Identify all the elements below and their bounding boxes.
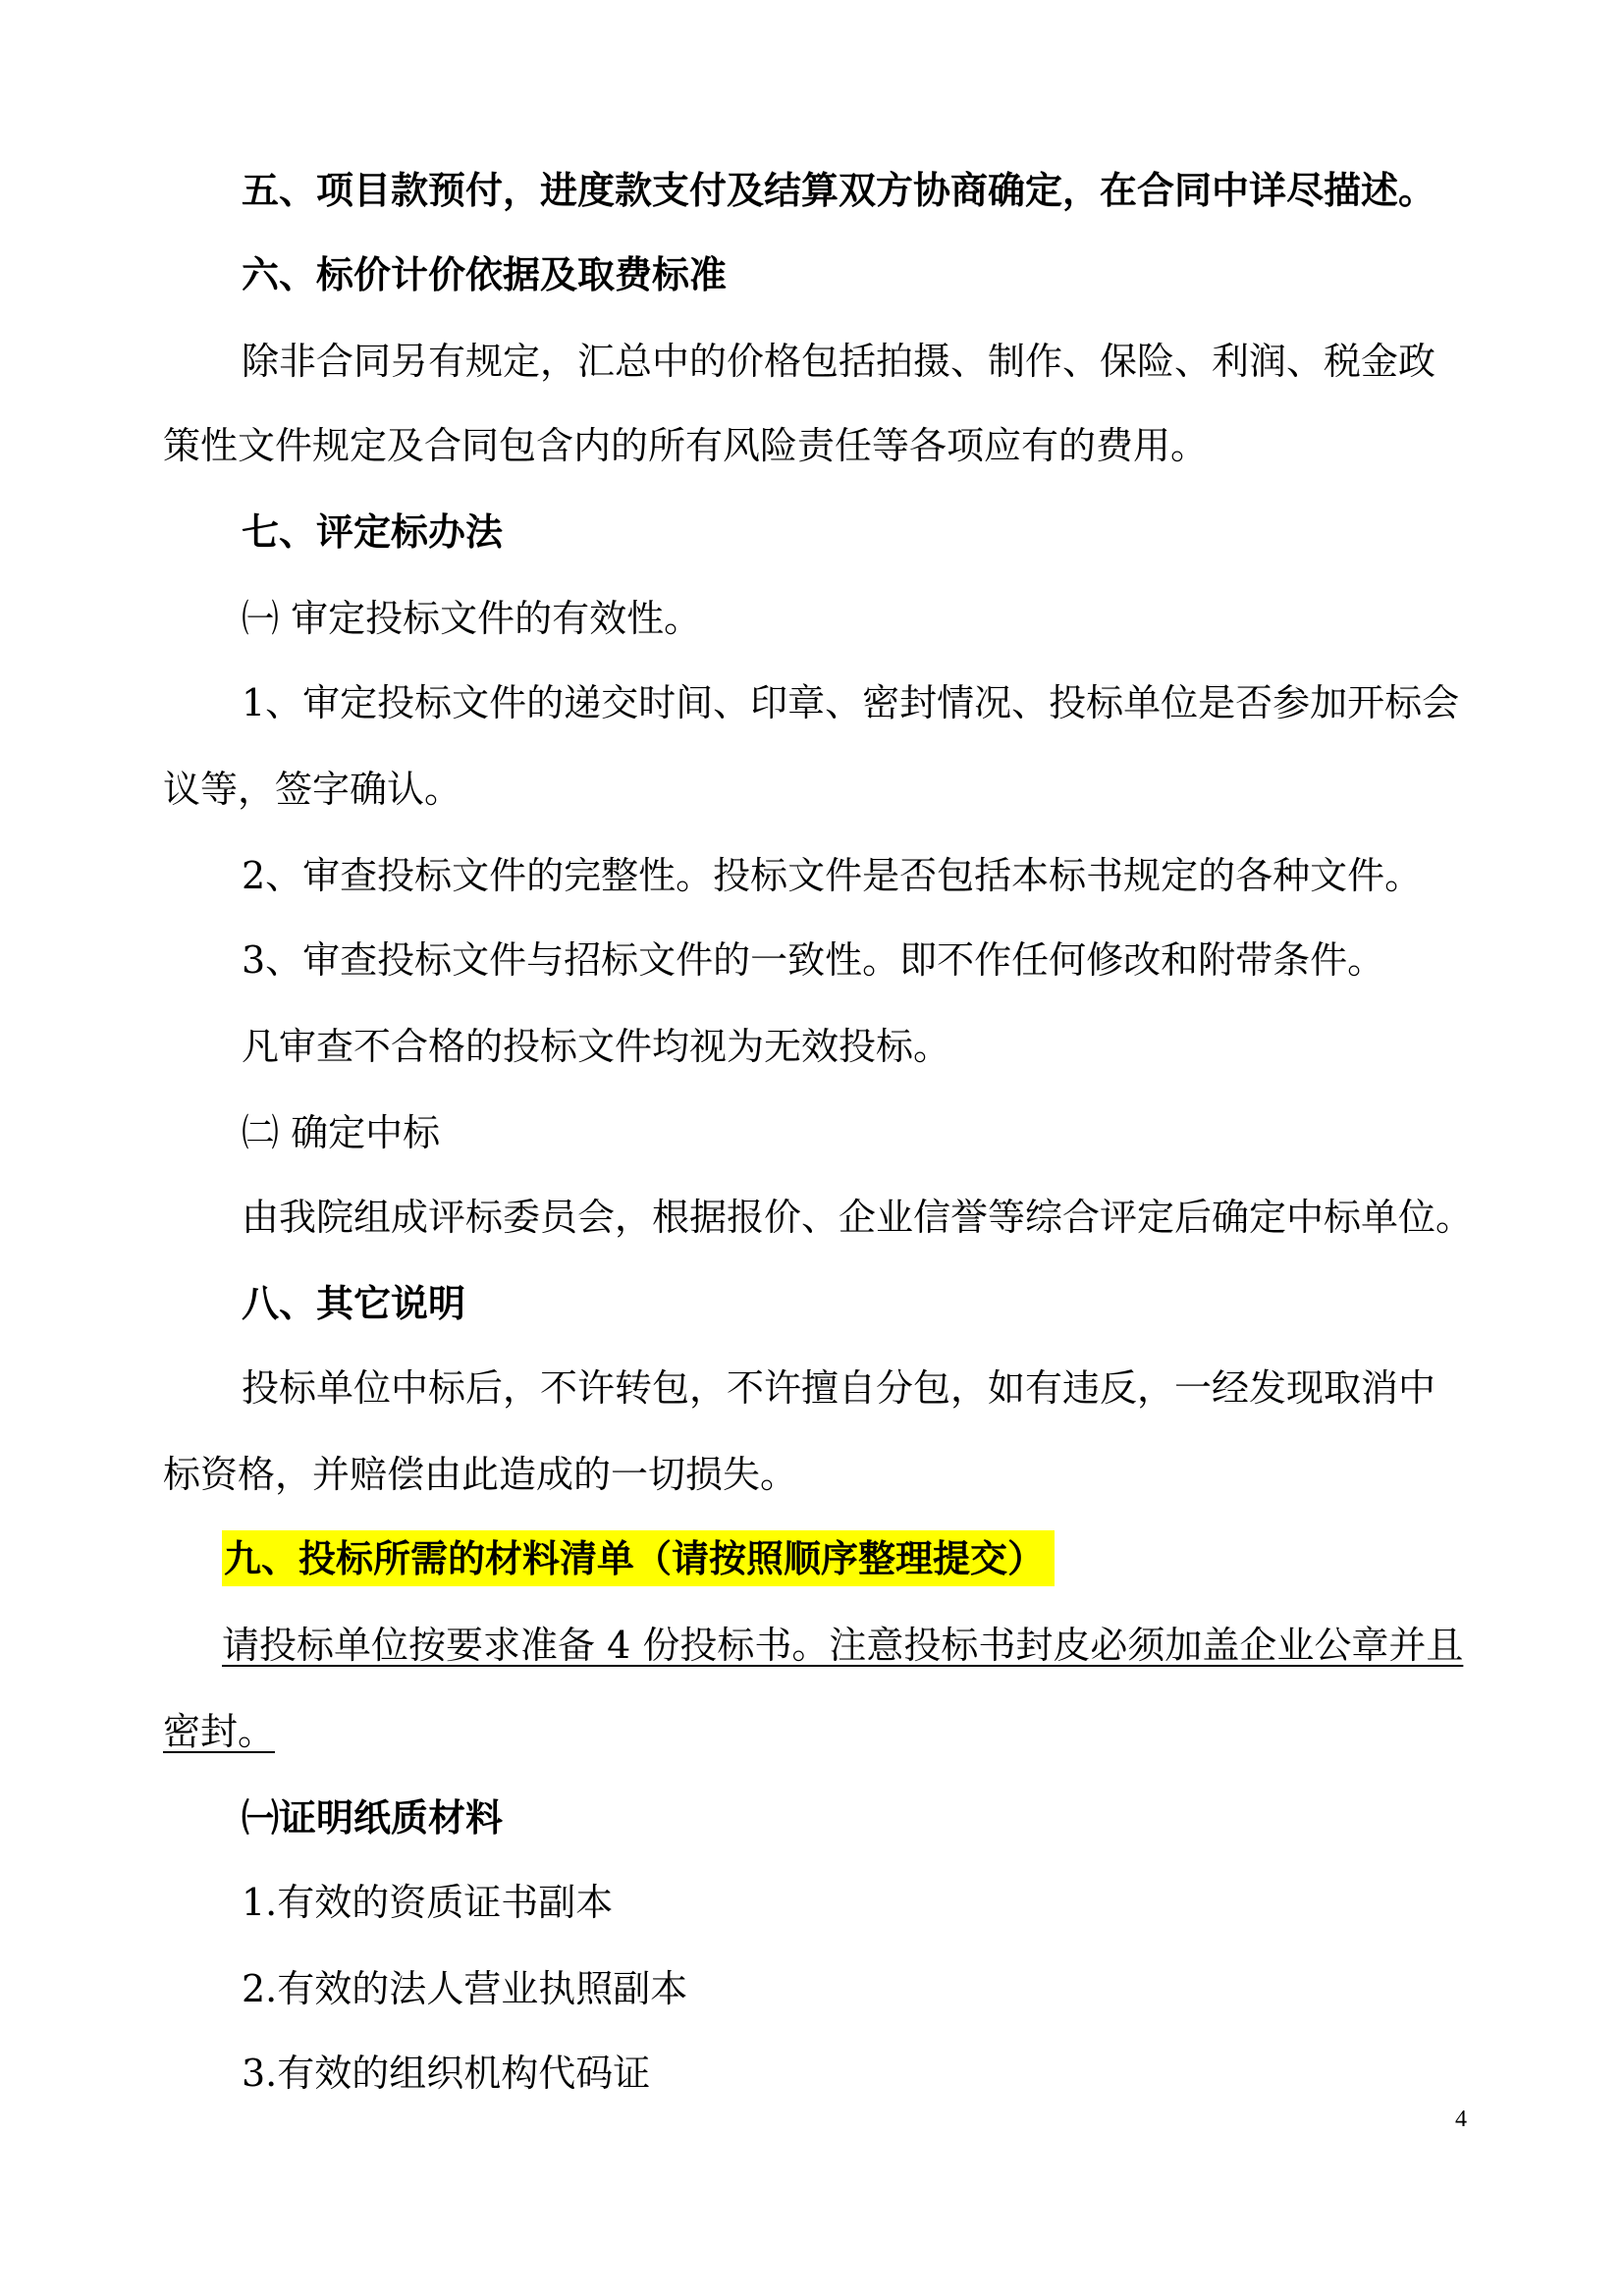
section-heading-8: 八、其它说明 xyxy=(242,1281,466,1325)
section-heading-7: 七、评定标办法 xyxy=(242,509,504,554)
paragraph-line: 3、审查投标文件与招标文件的一致性。即不作任何修改和附带条件。 xyxy=(242,938,1385,982)
section-heading-6: 六、标价计价依据及取费标准 xyxy=(242,252,728,296)
paragraph-line: 议等，签字确认。 xyxy=(163,768,462,811)
list-item: 3.有效的组织机构代码证 xyxy=(242,2052,651,2095)
paragraph-line: 2、审查投标文件的完整性。投标文件是否包括本标书规定的各种文件。 xyxy=(242,854,1423,897)
paragraph-line: 投标单位中标后，不许转包，不许擅自分包，如有违反，一经发现取消中 xyxy=(242,1366,1436,1410)
paragraph-line: 凡审查不合格的投标文件均视为无效投标。 xyxy=(242,1025,951,1068)
paragraph-line: 除非合同另有规定，汇总中的价格包括拍摄、制作、保险、利润、税金政 xyxy=(242,340,1436,383)
subsection-heading: ㈡ 确定中标 xyxy=(242,1111,441,1154)
list-item: 2.有效的法人营业执照副本 xyxy=(242,1967,688,2010)
highlighted-text: 九、投标所需的材料清单（请按照顺序整理提交） xyxy=(222,1530,1055,1586)
paragraph-line: 策性文件规定及合同包含内的所有风险责任等各项应有的费用。 xyxy=(163,424,1209,467)
list-item: 1.有效的资质证书副本 xyxy=(242,1881,614,1924)
page-number: 4 xyxy=(1455,2107,1467,2132)
section-heading-5: 五、项目款预付，进度款支付及结算双方协商确定，在合同中详尽描述。 xyxy=(242,168,1436,212)
subsection-heading: ㈠ 审定投标文件的有效性。 xyxy=(242,597,702,640)
paragraph-line: 由我院组成评标委员会，根据报价、企业信誉等综合评定后确定中标单位。 xyxy=(242,1196,1474,1239)
subsection-heading: ㈠证明纸质材料 xyxy=(242,1795,504,1840)
underlined-paragraph-line: 密封。 xyxy=(163,1710,276,1753)
paragraph-line: 1、审定投标文件的递交时间、印章、密封情况、投标单位是否参加开标会 xyxy=(242,681,1460,724)
section-heading-9 xyxy=(222,1533,1055,1584)
paragraph-line: 标资格，并赔偿由此造成的一切损失。 xyxy=(163,1453,798,1496)
underlined-paragraph-line: 请投标单位按要求准备 4 份投标书。注意投标书封皮必须加盖企业公章并且 xyxy=(222,1624,1464,1667)
